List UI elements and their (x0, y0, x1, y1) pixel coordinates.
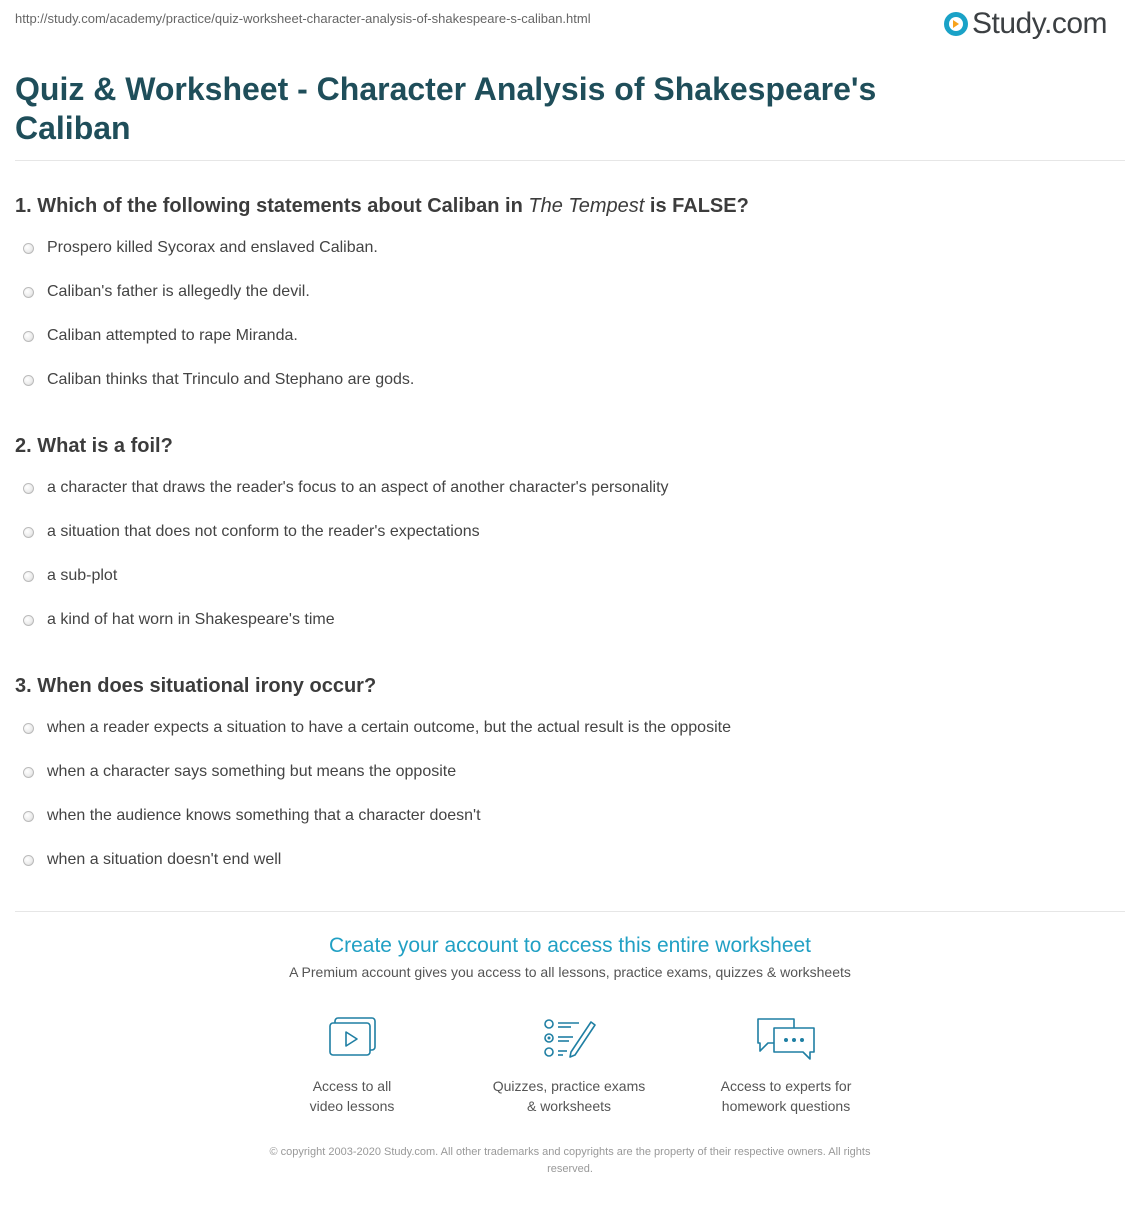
answer-label: when a character says something but means the opposite (47, 763, 457, 780)
answer-option[interactable] (15, 850, 1115, 894)
divider (15, 160, 1125, 161)
answer-label: a situation that does not conform to the reader's expectations (47, 523, 480, 540)
feature-caption: Access to all video lessons (309, 1078, 395, 1114)
answer-option[interactable] (15, 566, 1115, 610)
question-text: 2. What is a foil? (15, 435, 173, 457)
radio-button[interactable] (23, 615, 34, 626)
answer-option[interactable] (15, 718, 1115, 762)
answer-label: when a situation doesn't end well (47, 851, 282, 868)
answer-label: Caliban's father is allegedly the devil. (47, 283, 310, 300)
radio-button[interactable] (23, 243, 34, 254)
question-text: 1. Which of the following statements about Caliban in The Tempest is FALSE? (15, 195, 749, 217)
create-account-link[interactable]: Create your account to access this entire worksheet (328, 934, 812, 957)
radio-button[interactable] (23, 287, 34, 298)
radio-button[interactable] (23, 375, 34, 386)
question-1 (15, 194, 1115, 414)
answer-options (15, 718, 1115, 894)
radio-button[interactable] (23, 331, 34, 342)
brand-name: Study.com (972, 7, 1107, 40)
answer-label: Caliban attempted to rape Miranda. (47, 327, 298, 344)
answer-label: a kind of hat worn in Shakespeare's time (47, 611, 335, 628)
feature-experts (686, 1016, 886, 1116)
radio-button[interactable] (23, 767, 34, 778)
answer-option[interactable] (15, 806, 1115, 850)
premium-subtitle: A Premium account gives you access to all lessons, practice exams, quizzes & worksheets (289, 964, 851, 980)
page-url: http://study.com/academy/practice/quiz-worksheet-character-analysis-of-shakespeare-s-caliban.html (15, 11, 591, 26)
copyright-notice: © copyright 2003-2020 Study.com. All other trademarks and copyrights are the property of their respective owners. All rights reserved. (269, 1146, 871, 1175)
study-play-logo-icon (944, 12, 968, 36)
answer-label: when the audience knows something that a character doesn't (47, 807, 481, 824)
answer-options (15, 238, 1115, 414)
feature-caption: Quizzes, practice exams & worksheets (492, 1078, 646, 1114)
video-lessons-icon (326, 1016, 378, 1062)
feature-caption: Access to experts for homework questions (720, 1078, 852, 1114)
question-3 (15, 674, 1115, 894)
answer-label: Prospero killed Sycorax and enslaved Caliban. (47, 239, 378, 256)
answer-option[interactable] (15, 238, 1115, 282)
answer-option[interactable] (15, 478, 1115, 522)
answer-option[interactable] (15, 610, 1115, 654)
quiz-checklist-icon (541, 1016, 597, 1062)
feature-video-lessons (252, 1016, 452, 1116)
answer-label: Caliban thinks that Trinculo and Stephano are gods. (47, 371, 415, 388)
chat-experts-icon (754, 1016, 818, 1062)
radio-button[interactable] (23, 483, 34, 494)
feature-quizzes (469, 1016, 669, 1116)
study-logo[interactable] (944, 6, 1107, 42)
answer-option[interactable] (15, 282, 1115, 326)
radio-button[interactable] (23, 811, 34, 822)
answer-option[interactable] (15, 522, 1115, 566)
question-2 (15, 434, 1115, 654)
answer-options (15, 478, 1115, 654)
answer-label: a sub-plot (47, 567, 118, 584)
answer-option[interactable] (15, 370, 1115, 414)
radio-button[interactable] (23, 723, 34, 734)
radio-button[interactable] (23, 527, 34, 538)
radio-button[interactable] (23, 571, 34, 582)
answer-option[interactable] (15, 762, 1115, 806)
question-text: 3. When does situational irony occur? (15, 675, 377, 697)
page-title: Quiz & Worksheet - Character Analysis of Shakespeare's Caliban (15, 71, 877, 146)
answer-option[interactable] (15, 326, 1115, 370)
answer-label: a character that draws the reader's focus to an aspect of another character's personality (47, 479, 669, 496)
radio-button[interactable] (23, 855, 34, 866)
answer-label: when a reader expects a situation to have a certain outcome, but the actual result is the opposite (47, 719, 731, 736)
divider (15, 911, 1125, 912)
